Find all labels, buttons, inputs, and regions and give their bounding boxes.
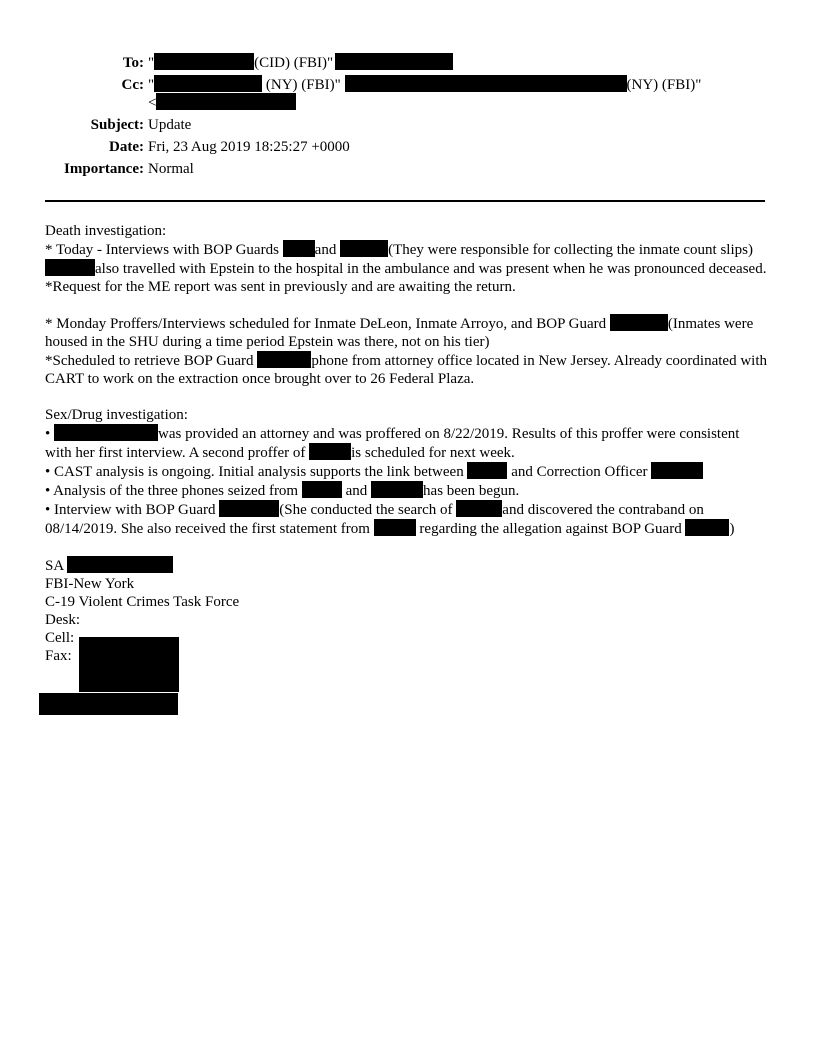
importance-row bbox=[40, 159, 194, 179]
redaction-block bbox=[371, 481, 423, 498]
subject-label: Subject: bbox=[90, 117, 144, 133]
redaction-block bbox=[219, 500, 279, 517]
bullet-interview: • Interview with BOP Guard (She conducted the search of and discovered the contraband on 08/14/2019. She also received the first statement from regarding the allegation against BOP Guard ) bbox=[45, 502, 735, 537]
subject-value: Update bbox=[148, 117, 192, 133]
redaction-block bbox=[154, 53, 254, 70]
phone-retrieval: *Scheduled to retrieve BOP Guard phone from attorney office located in New Jersey. Already coordinated with CART to work on the extraction once brought over to 26 Federal Plaza. bbox=[45, 353, 767, 387]
redaction-block bbox=[467, 462, 507, 479]
redaction-block bbox=[257, 351, 311, 368]
signature-cell: Cell: bbox=[45, 630, 75, 646]
redaction-block bbox=[39, 693, 178, 715]
header-divider bbox=[45, 200, 765, 202]
redaction-block bbox=[283, 240, 315, 257]
cc-continuation: < bbox=[148, 93, 296, 113]
redaction-block bbox=[67, 556, 173, 573]
cc-row: Cc: " (NY) (FBI)" (NY) (FBI)" bbox=[40, 75, 701, 95]
signature-unit: C-19 Violent Crimes Task Force bbox=[45, 594, 240, 610]
redaction-block bbox=[685, 519, 729, 536]
redaction-block bbox=[154, 75, 262, 92]
message-body bbox=[45, 222, 767, 665]
redaction-block bbox=[54, 424, 158, 441]
death-heading: Death investigation: bbox=[45, 223, 167, 239]
redaction-block bbox=[340, 240, 388, 257]
importance-label: Importance: bbox=[64, 161, 144, 177]
redaction-block bbox=[302, 481, 342, 498]
redaction-block bbox=[374, 519, 416, 536]
signature-name: SA bbox=[45, 556, 767, 575]
redaction-block bbox=[79, 637, 179, 692]
redaction-block bbox=[345, 75, 627, 92]
date-value: Fri, 23 Aug 2019 18:25:27 +0000 bbox=[148, 139, 350, 155]
to-value: (CID) (FBI)" bbox=[254, 55, 334, 71]
redaction-block bbox=[335, 53, 453, 70]
to-row: To: " (CID) (FBI)" bbox=[40, 53, 453, 73]
signature-fax: Fax: bbox=[45, 648, 72, 664]
bullet-phones: • Analysis of the three phones seized from and has been begun. bbox=[45, 483, 520, 499]
date-label: Date: bbox=[109, 139, 144, 155]
bullet-proffer: • was provided an attorney and was proffered on 8/22/2019. Results of this proffer were consistent with her first interview. A second proffer of is scheduled for next week. bbox=[45, 426, 740, 461]
redaction-block bbox=[456, 500, 502, 517]
cc-value: (NY) (FBI)" bbox=[262, 77, 345, 93]
death-item-interviews: * Today - Interviews with BOP Guards and (They were responsible for collecting the inmate count slips) also travelled with Epstein to the hospital in the ambulance and was present when he was pronounced deceased. bbox=[45, 242, 767, 277]
signature-desk: Desk: bbox=[45, 612, 80, 628]
to-label: To: bbox=[122, 55, 144, 71]
redaction-block bbox=[309, 443, 351, 460]
redaction-block bbox=[45, 259, 95, 276]
redaction-block bbox=[156, 93, 296, 110]
date-row bbox=[40, 137, 350, 157]
sex-drug-heading: Sex/Drug investigation: bbox=[45, 407, 188, 423]
monday-proffers: * Monday Proffers/Interviews scheduled for Inmate DeLeon, Inmate Arroyo, and BOP Guard (Inmates were housed in the SHU during a time period Epstein was there, not on his tier) bbox=[45, 316, 754, 350]
redaction-block bbox=[610, 314, 668, 331]
death-item-me-report: *Request for the ME report was sent in previously and are awaiting the return. bbox=[45, 279, 516, 295]
cc-label: Cc: bbox=[121, 77, 144, 93]
subject-row bbox=[40, 115, 191, 135]
importance-value: Normal bbox=[148, 161, 194, 177]
bullet-cast-analysis: • CAST analysis is ongoing. Initial analysis supports the link between and Correction Officer bbox=[45, 462, 767, 481]
signature-office: FBI-New York bbox=[45, 576, 135, 592]
redaction-block bbox=[651, 462, 703, 479]
